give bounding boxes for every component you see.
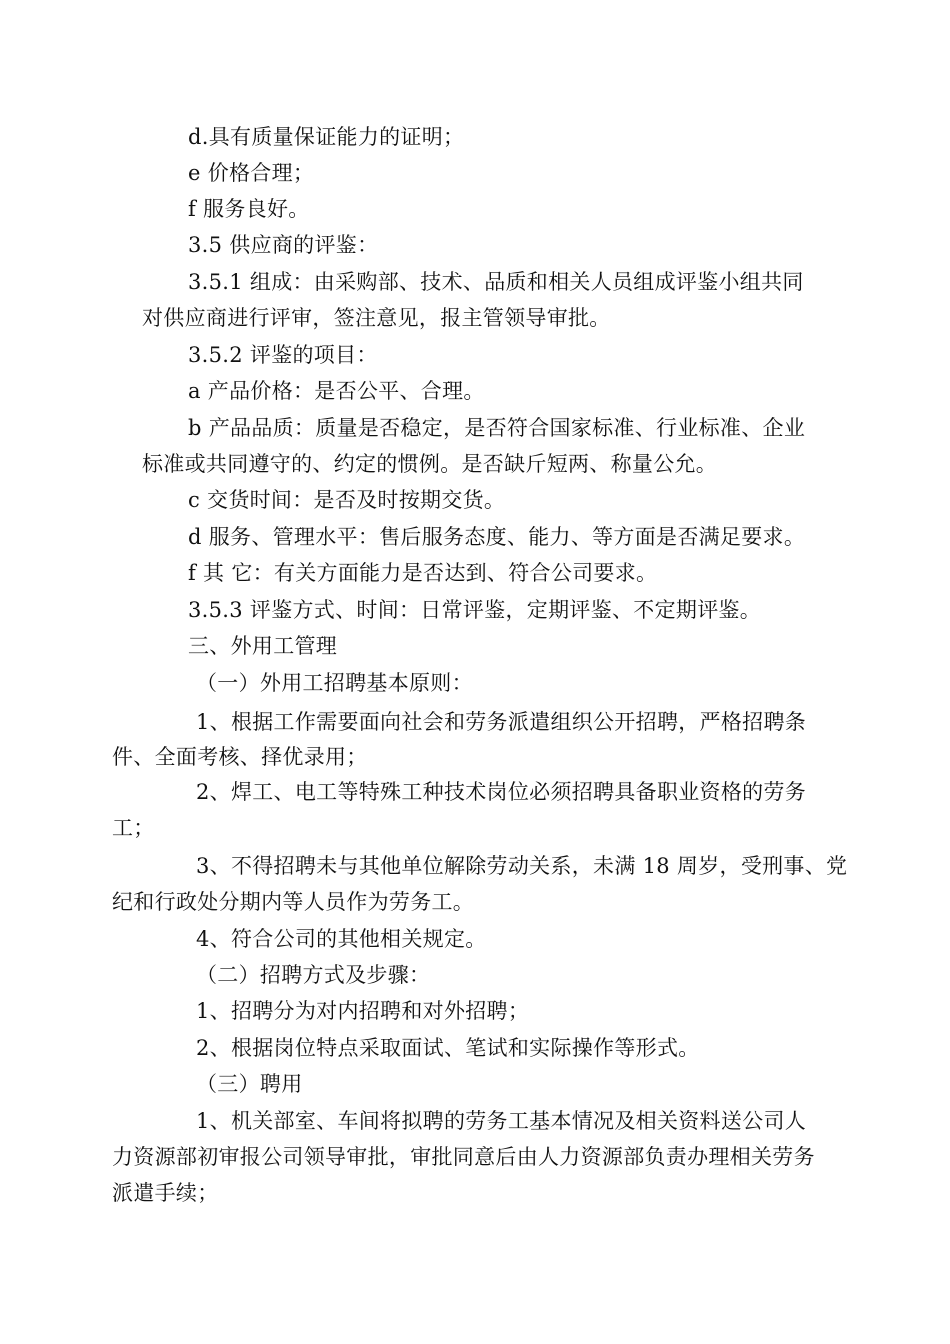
text-line: 3.5.3 评鉴方式、时间：日常评鉴，定期评鉴、不定期评鉴。 — [188, 598, 762, 622]
text-line-continuation: 标准或共同遵守的、约定的惯例。是否缺斤短两、称量公允。 — [142, 452, 718, 476]
text-line: 2、根据岗位特点采取面试、笔试和实际操作等形式。 — [196, 1036, 700, 1060]
text-line: 4、符合公司的其他相关规定。 — [196, 927, 487, 951]
subsection-heading: （一）外用工招聘基本原则： — [196, 671, 473, 695]
text-line: a 产品价格：是否公平、合理。 — [188, 379, 485, 403]
text-line: c 交货时间：是否及时按期交货。 — [188, 488, 506, 512]
text-line: 2、焊工、电工等特殊工种技术岗位必须招聘具备职业资格的劳务 — [196, 780, 807, 804]
text-line: 1、机关部室、车间将拟聘的劳务工基本情况及相关资料送公司人 — [196, 1109, 807, 1133]
section-heading: 3.5 供应商的评鉴： — [188, 233, 379, 257]
text-line-continuation: 纪和行政处分期内等人员作为劳务工。 — [112, 890, 475, 914]
subsection-heading: （二）招聘方式及步骤： — [196, 963, 431, 987]
text-line: 3.5.1 组成：由采购部、技术、品质和相关人员组成评鉴小组共同 — [188, 270, 804, 294]
section-heading: 三、外用工管理 — [188, 634, 338, 658]
text-line: d 服务、管理水平：售后服务态度、能力、等方面是否满足要求。 — [188, 525, 806, 549]
text-line: 1、招聘分为对内招聘和对外招聘； — [196, 999, 530, 1023]
text-line: d.具有质量保证能力的证明； — [188, 125, 465, 149]
text-line: f 服务良好。 — [188, 197, 310, 221]
text-line-continuation: 派遣手续； — [112, 1181, 219, 1205]
subsection-heading: （三）聘用 — [196, 1072, 303, 1096]
text-line: 1、根据工作需要面向社会和劳务派遣组织公开招聘，严格招聘条 — [196, 710, 807, 734]
text-line: e 价格合理； — [188, 161, 315, 185]
text-line-continuation: 工； — [112, 816, 155, 840]
text-line-continuation: 对供应商进行评审，签注意见，报主管领导审批。 — [142, 306, 611, 330]
text-line: f 其 它：有关方面能力是否达到、符合公司要求。 — [188, 561, 658, 585]
text-line: 3、不得招聘未与其他单位解除劳动关系，未满 18 周岁，受刑事、党 — [196, 854, 848, 878]
text-line: b 产品品质：质量是否稳定，是否符合国家标准、行业标准、企业 — [188, 416, 806, 440]
text-line-continuation: 件、全面考核、择优录用； — [112, 745, 368, 769]
text-line-continuation: 力资源部初审报公司领导审批，审批同意后由人力资源部负责办理相关劳务 — [112, 1145, 815, 1169]
text-line: 3.5.2 评鉴的项目： — [188, 343, 378, 367]
